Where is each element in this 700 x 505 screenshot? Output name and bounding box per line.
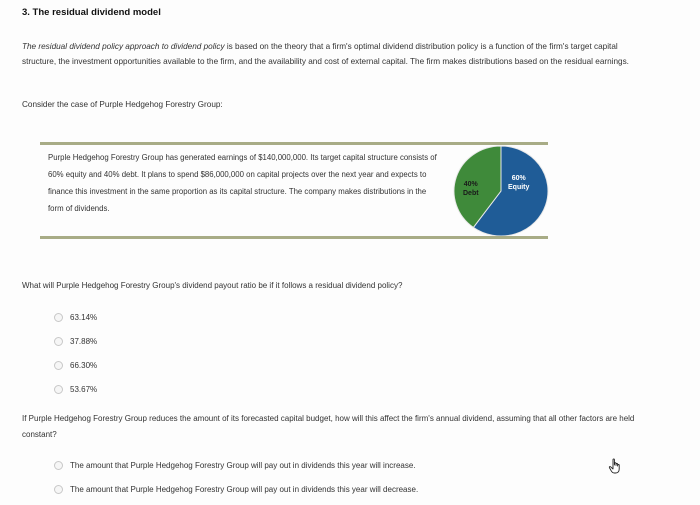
q1-option-label: 53.67%: [70, 384, 98, 394]
case-box-bottom-rule: [40, 236, 548, 239]
intro-emphasis: The residual dividend policy approach to dividend policy: [22, 42, 225, 51]
q1-option-4[interactable]: [54, 383, 97, 395]
pie-debt-caption: Debt: [463, 190, 479, 197]
pie-debt-percent: 40%: [463, 181, 478, 188]
consider-line: Consider the case of Purple Hedgehog Forestry Group:: [22, 100, 223, 109]
q2-option-label: The amount that Purple Hedgehog Forestry Group will pay out in dividends this year will decrease.: [70, 484, 419, 494]
intro-paragraph: [22, 40, 650, 69]
q1-option-1[interactable]: [54, 311, 97, 323]
pie-equity-caption: Equity: [508, 184, 530, 191]
q2-option-label: The amount that Purple Hedgehog Forestry Group will pay out in dividends this year will increase.: [70, 460, 416, 470]
q1-option-label: 66.30%: [70, 360, 98, 370]
q2-option-2[interactable]: [54, 483, 418, 495]
hand-pointer-icon: [608, 458, 622, 474]
capital-structure-pie: [451, 144, 551, 238]
radio-button[interactable]: [54, 461, 63, 470]
radio-button[interactable]: [54, 313, 63, 322]
intro-text: is based on the theory that a firm's optimal dividend distribution policy is a function of the firm's target capital structure, the investment opportunities available to the firm, and the availability and cost of external capital. The firm makes distributions based on the residual earnings.: [22, 42, 629, 66]
radio-button[interactable]: [54, 361, 63, 370]
pie-label-equity: [508, 174, 529, 192]
q1-option-2[interactable]: [54, 335, 97, 347]
radio-button[interactable]: [54, 485, 63, 494]
radio-button[interactable]: [54, 385, 63, 394]
q2-option-1[interactable]: [54, 459, 416, 471]
question-1-prompt: What will Purple Hedgehog Forestry Group's dividend payout ratio be if it follows a residual dividend policy?: [22, 281, 403, 290]
radio-button[interactable]: [54, 337, 63, 346]
case-box-text: Purple Hedgehog Forestry Group has generated earnings of $140,000,000. Its target capital structure consists of 60% equity and 40% debt. It plans to spend $86,000,000 on capital projects over the next year and expects to finance this investment in the same proportion as its capital structure. The company makes distributions in the form of dividends.: [48, 153, 437, 213]
q1-option-3[interactable]: [54, 359, 97, 371]
pie-equity-percent: 60%: [511, 175, 526, 182]
q1-option-label: 63.14%: [70, 312, 98, 322]
q1-option-label: 37.88%: [70, 336, 98, 346]
question-2-prompt: If Purple Hedgehog Forestry Group reduces the amount of its forecasted capital budget, how will this affect the firm's annual dividend, assuming that all other factors are held constant?: [22, 414, 635, 439]
section-heading: 3. The residual dividend model: [22, 7, 161, 18]
pie-label-debt: [463, 180, 479, 198]
